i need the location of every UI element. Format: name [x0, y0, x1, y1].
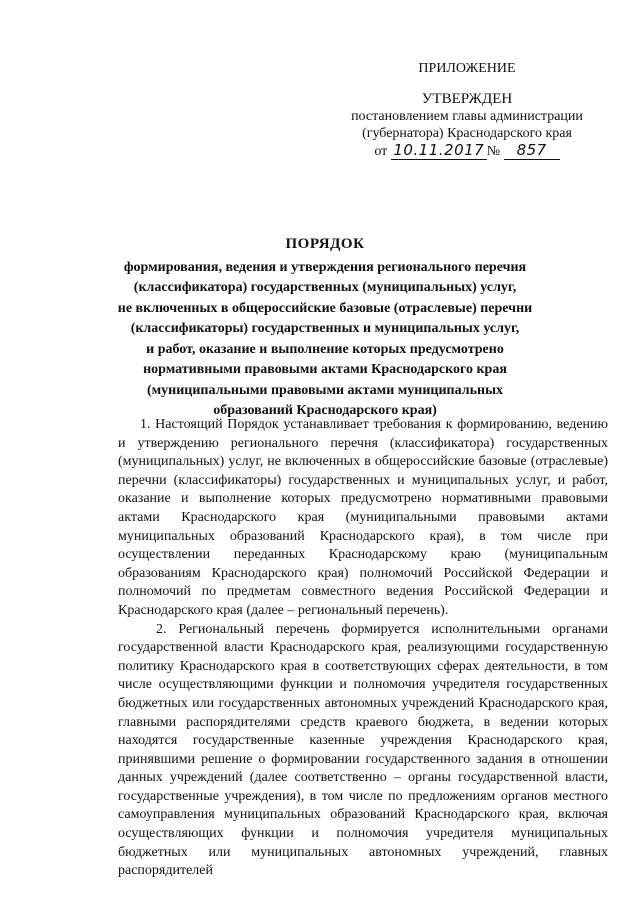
- handwritten-date: 10.11.2017: [391, 142, 487, 160]
- number-prefix: №: [486, 144, 501, 159]
- paragraph-1: 1. Настоящий Порядок устанавливает требования к формированию, ведению и утверждению регионального перечня (классификатора) государственных (муниципальных) услуг, не включенных в общероссийские базовые (отраслевые) перечни (классификаторы) государственных и муниципальных услуг, и работ, оказание и выполнение которых предусмотрено нормативными правовыми актами Краснодарского края (муниципальными правовыми актами муниципальных образований Краснодарского края), в том числе при осуществлении переданных Краснодарскому краю (муниципальным образованиям Краснодарского края) полномочий Российской Федерации и полномочий по предметам совместного ведения Российской Федерации и Краснодарского края (далее – региональный перечень).: [118, 417, 608, 618]
- title-line: (муниципальными правовыми актами муниципальных: [146, 382, 504, 398]
- date-prefix: от: [374, 144, 388, 159]
- approval-line-1: постановлением главы администрации: [351, 109, 583, 124]
- title-line: (классификатора) государственных (муниципальных) услуг,: [133, 280, 517, 295]
- approval-line-2: (губернатора) Краснодарского края: [362, 126, 572, 141]
- approval-block: [332, 60, 602, 160]
- appendix-label: ПРИЛОЖЕНИЕ: [418, 61, 516, 76]
- document-title: [115, 234, 535, 422]
- title-line: (классификаторы) государственных и муниципальных услуг,: [130, 321, 520, 336]
- paragraph-2: 2. Региональный перечень формируется исполнительными органами государственной власти Краснодарского края, реализующими государственную политику Краснодарского края в соответствующих сферах деятельности, в том числе осуществляющими функции и полномочия учредителя государственных бюджетных или государственных автономных учреждений Краснодарского края, главными распорядителями средств краевого бюджета, в ведении которых находятся государственные казенные учреждения Краснодарского края, принявшими решение о формировании государственного задания в отношении данных учреждений (далее соответственно – органы государственной власти, государственные учреждения), в том числе по предложениям органов местного самоуправления муниципальных образований Краснодарского края, включая осуществляющих функции и полномочия учредителя муниципальных бюджетных или муниципальных автономных учреждений, главных распорядителей: [118, 621, 608, 879]
- title-line: не включенных в общероссийские базовые (отраслевые) перечни: [117, 300, 533, 316]
- date-number-line: [332, 142, 602, 160]
- title-line: и работ, оказание и выполнение которых предусмотрено: [146, 341, 504, 357]
- title-line: формирования, ведения и утверждения регионального перечня: [123, 259, 527, 275]
- approved-label: УТВЕРЖДЕН: [421, 91, 513, 107]
- title-line: образований Краснодарского края): [213, 403, 437, 418]
- document-body: [118, 416, 608, 881]
- title-line: нормативными правовыми актами Краснодарского края: [143, 362, 507, 377]
- handwritten-number: 857: [504, 142, 560, 160]
- title-heading: ПОРЯДОК: [285, 236, 365, 252]
